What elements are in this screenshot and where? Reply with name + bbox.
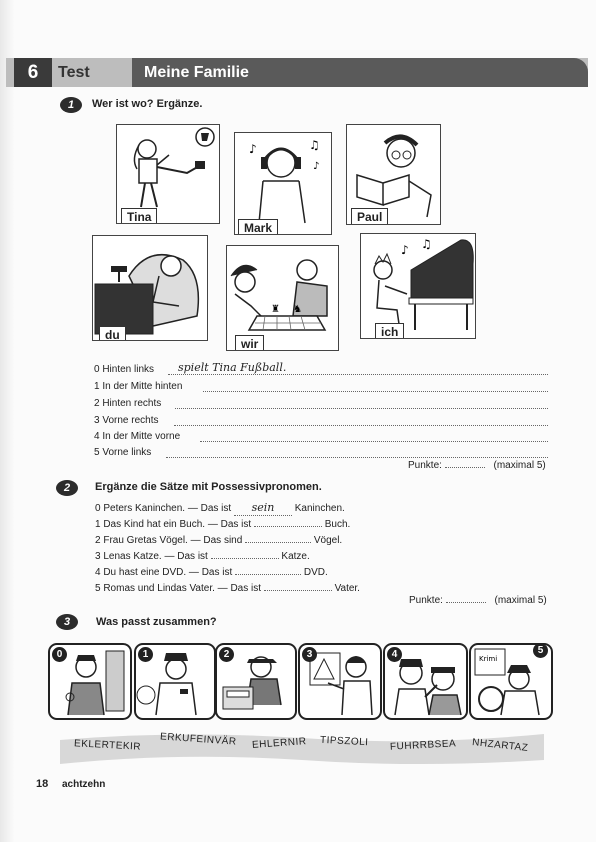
score-label: Punkte: (409, 595, 443, 606)
exercise-3-title: Was passt zusammen? (96, 616, 217, 628)
picture-paul (346, 124, 441, 225)
picture-ich (360, 233, 476, 339)
svg-text:♫: ♫ (421, 237, 432, 251)
ex2-line-prefix: 0 Peters Kaninchen. — Das ist (95, 503, 232, 514)
ex2-line-prefix: 5 Romas und Lindas Vater. — Das ist (95, 583, 262, 594)
ex1-line-1 (94, 380, 182, 393)
ex1-answer-0[interactable] (168, 363, 548, 375)
unit-header (6, 58, 588, 87)
page-edge (0, 0, 14, 842)
sign-label: Krimi (479, 655, 498, 663)
score-field[interactable] (445, 467, 485, 468)
ex2-answer-5[interactable] (264, 581, 332, 591)
cartoon-panel-5 (469, 643, 553, 720)
scrambled-word-0: EKLERTEKIR (73, 738, 142, 753)
ex1-line-text: 1 In der Mitte hinten (94, 381, 183, 392)
ex2-line-suffix: Buch. (324, 519, 351, 530)
score-field[interactable] (446, 602, 486, 603)
ex1-line-2 (94, 397, 161, 410)
scrambled-word-3: TIPSZOLI (319, 734, 369, 749)
ex1-answer-4[interactable] (200, 430, 548, 442)
unit-title: Meine Familie (132, 58, 588, 87)
cartoon-panel-3 (298, 643, 382, 720)
cartoon-panel-0 (48, 643, 132, 720)
cartoon-panel-2 (215, 643, 297, 720)
exercise-2-badge: 2 (56, 480, 78, 496)
unit-number: 6 (14, 58, 52, 87)
label-ich: ich (375, 323, 404, 339)
label-wir: wir (235, 335, 264, 351)
scrambled-word-4: FUHRRBSEA (389, 738, 457, 753)
scrambled-word-2: EHLERNIR (251, 736, 307, 751)
ex1-answer-5[interactable] (166, 446, 548, 458)
cartoon-panel-4 (383, 643, 468, 720)
svg-text:♫: ♫ (309, 138, 320, 152)
ex2-answer-4[interactable] (235, 565, 301, 575)
ex2-answer-1[interactable] (254, 517, 322, 527)
label-paul: Paul (351, 208, 388, 225)
svg-text:♪: ♪ (401, 243, 409, 257)
ex2-answer-3[interactable] (211, 549, 279, 559)
picture-wir (226, 245, 339, 351)
page-number: 18 (36, 778, 49, 790)
exercise-2-title: Ergänze die Sätze mit Possessivpronomen. (95, 481, 322, 493)
ex1-handwritten-answer: spielt Tina Fußball. (178, 361, 287, 374)
exercise-3-badge: 3 (56, 614, 78, 630)
ex1-line-3 (94, 414, 158, 427)
ex2-line-suffix: Katze. (281, 551, 310, 562)
panel-number: 2 (219, 647, 234, 662)
panel-number: 0 (52, 647, 67, 662)
panel-number: 3 (302, 647, 317, 662)
scrambled-word-band (58, 728, 546, 768)
ex1-line-4 (94, 430, 180, 443)
ex1-line-text: 5 Vorne links (94, 447, 152, 458)
ex1-answer-1[interactable] (203, 380, 548, 392)
panel-number: 1 (138, 647, 153, 662)
ex2-score (409, 595, 547, 606)
page-number-word: achtzehn (62, 779, 106, 790)
svg-text:♪: ♪ (249, 142, 257, 156)
ex2-handwritten-answer: sein (251, 501, 275, 514)
picture-mark (234, 132, 332, 235)
ex1-score (408, 460, 546, 471)
cartoon-panel-1 (134, 643, 216, 720)
scrambled-word-5: NHZARTAZ (471, 737, 529, 754)
ex2-line-prefix: 4 Du hast eine DVD. — Das ist (95, 567, 233, 578)
ex1-answer-2[interactable] (175, 397, 548, 409)
ex2-answer-0[interactable] (234, 501, 292, 516)
ex2-line-prefix: 1 Das Kind hat ein Buch. — Das ist (95, 519, 252, 530)
ex2-line-2 (95, 533, 342, 547)
ex1-line-text: 4 In der Mitte vorne (94, 431, 181, 442)
svg-text:♪: ♪ (313, 161, 320, 172)
label-tina: Tina (121, 208, 157, 224)
svg-text:♞: ♞ (293, 304, 302, 315)
ex2-line-suffix: Kaninchen. (294, 503, 345, 514)
ex2-answer-2[interactable] (245, 533, 311, 543)
ex1-line-text: 0 Hinten links (94, 364, 155, 375)
label-du: du (99, 326, 126, 341)
scrambled-word-1: ERKUFEINVÄR (159, 731, 237, 748)
ex1-line-5 (94, 446, 151, 459)
ex2-line-prefix: 2 Frau Gretas Vögel. — Das sind (95, 535, 243, 546)
label-mark: Mark (238, 219, 278, 235)
picture-tina (116, 124, 220, 224)
ex2-line-3 (95, 549, 310, 563)
panel-number: 4 (387, 647, 402, 662)
ex2-line-1 (95, 517, 350, 531)
ex2-line-suffix: Vögel. (313, 535, 343, 546)
ex2-line-5 (95, 581, 360, 595)
ex1-line-text: 3 Vorne rechts (94, 415, 159, 426)
ex2-line-0 (95, 501, 345, 516)
ex2-line-suffix: DVD. (303, 567, 328, 578)
panel-number: 5 (533, 643, 548, 658)
picture-du (92, 235, 208, 341)
score-max: (maximal 5) (494, 595, 547, 606)
exercise-1-title: Wer ist wo? Ergänze. (92, 98, 203, 110)
exercise-1-badge: 1 (60, 97, 82, 113)
svg-text:♜: ♜ (271, 304, 280, 315)
score-max: (maximal 5) (493, 460, 546, 471)
tv-watcher-illustration (93, 236, 207, 340)
ex2-line-suffix: Vater. (334, 583, 360, 594)
ex1-line-text: 2 Hinten rechts (94, 398, 162, 409)
ex1-answer-3[interactable] (174, 414, 548, 426)
ex2-line-prefix: 3 Lenas Katze. — Das ist (95, 551, 208, 562)
unit-test-label: Test (58, 64, 90, 81)
ex2-line-4 (95, 565, 328, 579)
ex1-line-0 (94, 363, 154, 376)
score-label: Punkte: (408, 460, 442, 471)
